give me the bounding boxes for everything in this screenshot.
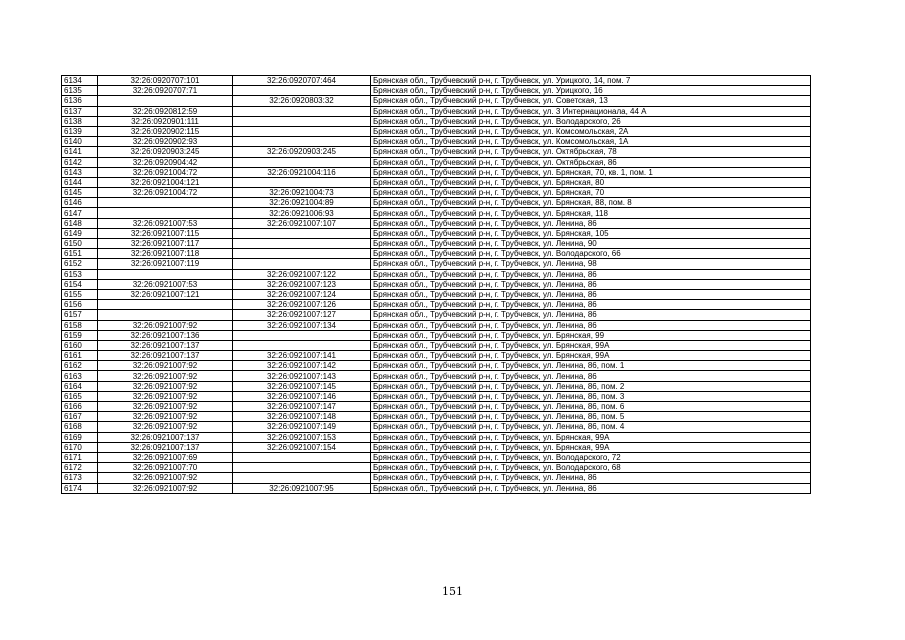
table-row <box>62 167 811 177</box>
building-cadastral-number-cell: 32:26:0921007:126 <box>233 300 371 310</box>
row-number-cell: 6168 <box>62 422 98 432</box>
address-cell: Брянская обл., Трубчевский р-н, г. Трубчевск, ул. Ленина, 86, пом. 1 <box>371 361 811 371</box>
building-cadastral-number-cell: 32:26:0921007:95 <box>233 483 371 493</box>
parcel-cadastral-number-cell: 32:26:0921004:72 <box>98 167 233 177</box>
address-cell: Брянская обл., Трубчевский р-н, г. Трубчевск, ул. Ленина, 86 <box>371 269 811 279</box>
row-number-cell: 6164 <box>62 381 98 391</box>
table-row <box>62 463 811 473</box>
address-cell: Брянская обл., Трубчевский р-н, г. Трубчевск, ул. Ленина, 98 <box>371 259 811 269</box>
building-cadastral-number-cell: 32:26:0921007:123 <box>233 279 371 289</box>
table-row <box>62 76 811 86</box>
address-cell: Брянская обл., Трубчевский р-н, г. Трубчевск, ул. Ленина, 86 <box>371 483 811 493</box>
parcel-cadastral-number-cell: 32:26:0921007:92 <box>98 391 233 401</box>
parcel-cadastral-number-cell: 32:26:0921007:119 <box>98 259 233 269</box>
row-number-cell: 6165 <box>62 391 98 401</box>
parcel-cadastral-number-cell: 32:26:0921007:92 <box>98 371 233 381</box>
row-number-cell: 6159 <box>62 330 98 340</box>
address-cell: Брянская обл., Трубчевский р-н, г. Трубчевск, ул. 3 Интернационала, 44 А <box>371 106 811 116</box>
table-row <box>62 147 811 157</box>
table-row <box>62 483 811 493</box>
address-cell: Брянская обл., Трубчевский р-н, г. Трубчевск, ул. Ленина, 86, пом. 6 <box>371 402 811 412</box>
row-number-cell: 6151 <box>62 249 98 259</box>
address-cell: Брянская обл., Трубчевский р-н, г. Трубчевск, ул. Володарского, 26 <box>371 116 811 126</box>
building-cadastral-number-cell: 32:26:0921007:107 <box>233 218 371 228</box>
parcel-cadastral-number-cell: 32:26:0921007:53 <box>98 218 233 228</box>
parcel-cadastral-number-cell: 32:26:0921007:92 <box>98 361 233 371</box>
row-number-cell: 6138 <box>62 116 98 126</box>
table-row <box>62 188 811 198</box>
parcel-cadastral-number-cell: 32:26:0921007:137 <box>98 340 233 350</box>
address-cell: Брянская обл., Трубчевский р-н, г. Трубчевск, ул. Брянская, 70, кв. 1, пом. 1 <box>371 167 811 177</box>
table-row <box>62 300 811 310</box>
building-cadastral-number-cell <box>233 259 371 269</box>
address-cell: Брянская обл., Трубчевский р-н, г. Трубчевск, ул. Брянская, 99А <box>371 442 811 452</box>
parcel-cadastral-number-cell <box>98 269 233 279</box>
parcel-cadastral-number-cell <box>98 310 233 320</box>
building-cadastral-number-cell: 32:26:0921004:116 <box>233 167 371 177</box>
table-row <box>62 218 811 228</box>
table-row <box>62 422 811 432</box>
table-row <box>62 239 811 249</box>
building-cadastral-number-cell <box>233 452 371 462</box>
table-row <box>62 361 811 371</box>
building-cadastral-number-cell <box>233 228 371 238</box>
building-cadastral-number-cell: 32:26:0921004:73 <box>233 188 371 198</box>
parcel-cadastral-number-cell: 32:26:0920904:42 <box>98 157 233 167</box>
building-cadastral-number-cell <box>233 330 371 340</box>
row-number-cell: 6169 <box>62 432 98 442</box>
building-cadastral-number-cell: 32:26:0921007:154 <box>233 442 371 452</box>
address-cell: Брянская обл., Трубчевский р-н, г. Трубчевск, ул. Брянская, 99 <box>371 330 811 340</box>
building-cadastral-number-cell: 32:26:0921007:148 <box>233 412 371 422</box>
parcel-cadastral-number-cell: 32:26:0920902:115 <box>98 126 233 136</box>
address-cell: Брянская обл., Трубчевский р-н, г. Трубчевск, ул. Ленина, 86 <box>371 320 811 330</box>
building-cadastral-number-cell: 32:26:0921007:141 <box>233 351 371 361</box>
address-cell: Брянская обл., Трубчевский р-н, г. Трубчевск, ул. Комсомольская, 1А <box>371 137 811 147</box>
building-cadastral-number-cell: 32:26:0921007:142 <box>233 361 371 371</box>
page-number: 151 <box>442 585 463 598</box>
parcel-cadastral-number-cell <box>98 96 233 106</box>
address-cell: Брянская обл., Трубчевский р-н, г. Трубчевск, ул. Ленина, 90 <box>371 239 811 249</box>
row-number-cell: 6157 <box>62 310 98 320</box>
building-cadastral-number-cell: 32:26:0921007:147 <box>233 402 371 412</box>
table-row <box>62 351 811 361</box>
parcel-cadastral-number-cell: 32:26:0921007:137 <box>98 351 233 361</box>
building-cadastral-number-cell: 32:26:0921007:146 <box>233 391 371 401</box>
address-cell: Брянская обл., Трубчевский р-н, г. Трубчевск, ул. Ленина, 86, пом. 4 <box>371 422 811 432</box>
table-row <box>62 289 811 299</box>
parcel-cadastral-number-cell: 32:26:0921007:92 <box>98 402 233 412</box>
row-number-cell: 6158 <box>62 320 98 330</box>
address-cell: Брянская обл., Трубчевский р-н, г. Трубчевск, ул. Брянская, 118 <box>371 208 811 218</box>
building-cadastral-number-cell: 32:26:0921007:149 <box>233 422 371 432</box>
table-row <box>62 391 811 401</box>
building-cadastral-number-cell: 32:26:0921004:89 <box>233 198 371 208</box>
address-cell: Брянская обл., Трубчевский р-н, г. Трубчевск, ул. Комсомольская, 2А <box>371 126 811 136</box>
parcel-cadastral-number-cell <box>98 300 233 310</box>
address-cell: Брянская обл., Трубчевский р-н, г. Трубчевск, ул. Ленина, 86 <box>371 218 811 228</box>
building-cadastral-number-cell: 32:26:0921006:93 <box>233 208 371 218</box>
parcel-cadastral-number-cell: 32:26:0921007:137 <box>98 442 233 452</box>
address-cell: Брянская обл., Трубчевский р-н, г. Трубчевск, ул. Урицкого, 14, пом. 7 <box>371 76 811 86</box>
address-cell: Брянская обл., Трубчевский р-н, г. Трубчевск, ул. Брянская, 99А <box>371 351 811 361</box>
row-number-cell: 6174 <box>62 483 98 493</box>
row-number-cell: 6139 <box>62 126 98 136</box>
address-cell: Брянская обл., Трубчевский р-н, г. Трубчевск, ул. Володарского, 72 <box>371 452 811 462</box>
table-row <box>62 106 811 116</box>
row-number-cell: 6149 <box>62 228 98 238</box>
table-row <box>62 249 811 259</box>
building-cadastral-number-cell <box>233 177 371 187</box>
table-row <box>62 208 811 218</box>
parcel-cadastral-number-cell: 32:26:0921007:92 <box>98 412 233 422</box>
registry-table-body <box>62 76 811 494</box>
row-number-cell: 6134 <box>62 76 98 86</box>
parcel-cadastral-number-cell: 32:26:0921007:92 <box>98 381 233 391</box>
building-cadastral-number-cell: 32:26:0921007:153 <box>233 432 371 442</box>
table-row <box>62 452 811 462</box>
building-cadastral-number-cell <box>233 126 371 136</box>
building-cadastral-number-cell <box>233 86 371 96</box>
table-row <box>62 442 811 452</box>
building-cadastral-number-cell <box>233 116 371 126</box>
address-cell: Брянская обл., Трубчевский р-н, г. Трубчевск, ул. Урицкого, 16 <box>371 86 811 96</box>
row-number-cell: 6170 <box>62 442 98 452</box>
parcel-cadastral-number-cell: 32:26:0920903:245 <box>98 147 233 157</box>
parcel-cadastral-number-cell <box>98 198 233 208</box>
parcel-cadastral-number-cell: 32:26:0921007:69 <box>98 452 233 462</box>
address-cell: Брянская обл., Трубчевский р-н, г. Трубчевск, ул. Ленина, 86 <box>371 371 811 381</box>
parcel-cadastral-number-cell: 32:26:0921007:92 <box>98 320 233 330</box>
parcel-cadastral-number-cell: 32:26:0921007:121 <box>98 289 233 299</box>
table-row <box>62 137 811 147</box>
table-row <box>62 126 811 136</box>
address-cell: Брянская обл., Трубчевский р-н, г. Трубчевск, ул. Брянская, 70 <box>371 188 811 198</box>
parcel-cadastral-number-cell <box>98 208 233 218</box>
parcel-cadastral-number-cell: 32:26:0921007:92 <box>98 473 233 483</box>
parcel-cadastral-number-cell: 32:26:0920902:93 <box>98 137 233 147</box>
parcel-cadastral-number-cell: 32:26:0921007:118 <box>98 249 233 259</box>
table-row <box>62 279 811 289</box>
row-number-cell: 6153 <box>62 269 98 279</box>
table-row <box>62 177 811 187</box>
parcel-cadastral-number-cell: 32:26:0921007:70 <box>98 463 233 473</box>
building-cadastral-number-cell: 32:26:0921007:124 <box>233 289 371 299</box>
building-cadastral-number-cell <box>233 463 371 473</box>
row-number-cell: 6145 <box>62 188 98 198</box>
address-cell: Брянская обл., Трубчевский р-н, г. Трубчевск, ул. Брянская, 99А <box>371 340 811 350</box>
table-row <box>62 432 811 442</box>
address-cell: Брянская обл., Трубчевский р-н, г. Трубчевск, ул. Володарского, 68 <box>371 463 811 473</box>
building-cadastral-number-cell: 32:26:0921007:145 <box>233 381 371 391</box>
address-cell: Брянская обл., Трубчевский р-н, г. Трубчевск, ул. Брянская, 88, пом. 8 <box>371 198 811 208</box>
parcel-cadastral-number-cell: 32:26:0921007:53 <box>98 279 233 289</box>
row-number-cell: 6155 <box>62 289 98 299</box>
table-row <box>62 198 811 208</box>
row-number-cell: 6140 <box>62 137 98 147</box>
row-number-cell: 6172 <box>62 463 98 473</box>
address-cell: Брянская обл., Трубчевский р-н, г. Трубчевск, ул. Брянская, 99А <box>371 432 811 442</box>
address-cell: Брянская обл., Трубчевский р-н, г. Трубчевск, ул. Володарского, 66 <box>371 249 811 259</box>
address-cell: Брянская обл., Трубчевский р-н, г. Трубчевск, ул. Ленина, 86 <box>371 279 811 289</box>
row-number-cell: 6166 <box>62 402 98 412</box>
row-number-cell: 6136 <box>62 96 98 106</box>
parcel-cadastral-number-cell: 32:26:0920812:59 <box>98 106 233 116</box>
row-number-cell: 6144 <box>62 177 98 187</box>
table-row <box>62 320 811 330</box>
building-cadastral-number-cell: 32:26:0921007:134 <box>233 320 371 330</box>
row-number-cell: 6152 <box>62 259 98 269</box>
table-row <box>62 330 811 340</box>
building-cadastral-number-cell: 32:26:0921007:122 <box>233 269 371 279</box>
address-cell: Брянская обл., Трубчевский р-н, г. Трубчевск, ул. Ленина, 86 <box>371 300 811 310</box>
row-number-cell: 6143 <box>62 167 98 177</box>
table-row <box>62 473 811 483</box>
table-row <box>62 259 811 269</box>
address-cell: Брянская обл., Трубчевский р-н, г. Трубчевск, ул. Ленина, 86 <box>371 310 811 320</box>
building-cadastral-number-cell <box>233 137 371 147</box>
table-row <box>62 157 811 167</box>
parcel-cadastral-number-cell: 32:26:0921007:117 <box>98 239 233 249</box>
parcel-cadastral-number-cell: 32:26:0921004:121 <box>98 177 233 187</box>
parcel-cadastral-number-cell: 32:26:0921007:92 <box>98 422 233 432</box>
building-cadastral-number-cell: 32:26:0920707:464 <box>233 76 371 86</box>
parcel-cadastral-number-cell: 32:26:0921007:92 <box>98 483 233 493</box>
address-cell: Брянская обл., Трубчевский р-н, г. Трубчевск, ул. Ленина, 86, пом. 5 <box>371 412 811 422</box>
building-cadastral-number-cell <box>233 106 371 116</box>
row-number-cell: 6137 <box>62 106 98 116</box>
row-number-cell: 6160 <box>62 340 98 350</box>
address-cell: Брянская обл., Трубчевский р-н, г. Трубчевск, ул. Советская, 13 <box>371 96 811 106</box>
row-number-cell: 6146 <box>62 198 98 208</box>
row-number-cell: 6162 <box>62 361 98 371</box>
building-cadastral-number-cell: 32:26:0920803:32 <box>233 96 371 106</box>
address-cell: Брянская обл., Трубчевский р-н, г. Трубчевск, ул. Октябрьская, 78 <box>371 147 811 157</box>
building-cadastral-number-cell: 32:26:0921007:143 <box>233 371 371 381</box>
parcel-cadastral-number-cell: 32:26:0921007:137 <box>98 432 233 442</box>
row-number-cell: 6167 <box>62 412 98 422</box>
address-cell: Брянская обл., Трубчевский р-н, г. Трубчевск, ул. Брянская, 80 <box>371 177 811 187</box>
parcel-cadastral-number-cell: 32:26:0920901:111 <box>98 116 233 126</box>
row-number-cell: 6173 <box>62 473 98 483</box>
table-row <box>62 371 811 381</box>
building-cadastral-number-cell <box>233 239 371 249</box>
table-row <box>62 86 811 96</box>
row-number-cell: 6150 <box>62 239 98 249</box>
row-number-cell: 6161 <box>62 351 98 361</box>
building-cadastral-number-cell <box>233 340 371 350</box>
cadastral-registry-table <box>61 75 811 494</box>
parcel-cadastral-number-cell: 32:26:0920707:101 <box>98 76 233 86</box>
table-row <box>62 381 811 391</box>
row-number-cell: 6156 <box>62 300 98 310</box>
building-cadastral-number-cell <box>233 157 371 167</box>
building-cadastral-number-cell: 32:26:0920903:245 <box>233 147 371 157</box>
row-number-cell: 6148 <box>62 218 98 228</box>
address-cell: Брянская обл., Трубчевский р-н, г. Трубчевск, ул. Октябрьская, 86 <box>371 157 811 167</box>
row-number-cell: 6163 <box>62 371 98 381</box>
row-number-cell: 6141 <box>62 147 98 157</box>
row-number-cell: 6142 <box>62 157 98 167</box>
table-row <box>62 96 811 106</box>
building-cadastral-number-cell <box>233 249 371 259</box>
table-row <box>62 269 811 279</box>
row-number-cell: 6147 <box>62 208 98 218</box>
building-cadastral-number-cell: 32:26:0921007:127 <box>233 310 371 320</box>
parcel-cadastral-number-cell: 32:26:0921007:136 <box>98 330 233 340</box>
table-row <box>62 310 811 320</box>
row-number-cell: 6171 <box>62 452 98 462</box>
parcel-cadastral-number-cell: 32:26:0921007:115 <box>98 228 233 238</box>
table-row <box>62 340 811 350</box>
address-cell: Брянская обл., Трубчевский р-н, г. Трубчевск, ул. Ленина, 86, пом. 2 <box>371 381 811 391</box>
row-number-cell: 6154 <box>62 279 98 289</box>
address-cell: Брянская обл., Трубчевский р-н, г. Трубчевск, ул. Ленина, 86, пом. 3 <box>371 391 811 401</box>
parcel-cadastral-number-cell: 32:26:0920707:71 <box>98 86 233 96</box>
building-cadastral-number-cell <box>233 473 371 483</box>
address-cell: Брянская обл., Трубчевский р-н, г. Трубчевск, ул. Ленина, 86 <box>371 289 811 299</box>
parcel-cadastral-number-cell: 32:26:0921004:72 <box>98 188 233 198</box>
table-row <box>62 402 811 412</box>
table-row <box>62 116 811 126</box>
table-row <box>62 228 811 238</box>
table-row <box>62 412 811 422</box>
address-cell: Брянская обл., Трубчевский р-н, г. Трубчевск, ул. Ленина, 86 <box>371 473 811 483</box>
row-number-cell: 6135 <box>62 86 98 96</box>
address-cell: Брянская обл., Трубчевский р-н, г. Трубчевск, ул. Брянская, 105 <box>371 228 811 238</box>
